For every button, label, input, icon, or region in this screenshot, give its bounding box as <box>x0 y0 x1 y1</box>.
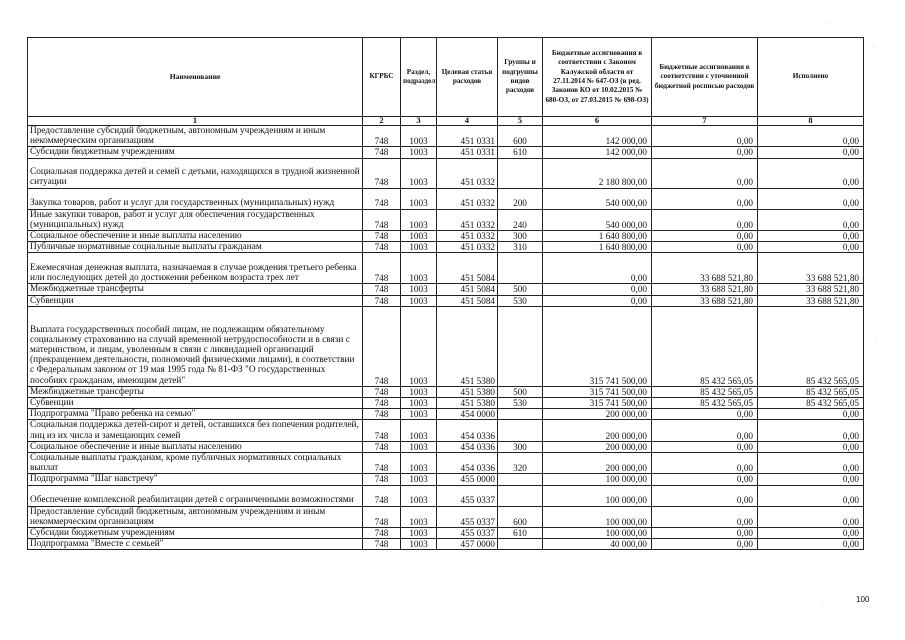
row-name: Социальная поддержка детей и семей с детьми, находящихся в трудной жизненной ситуации <box>28 158 363 188</box>
row-target: 454 0336 <box>437 453 498 474</box>
table-body <box>28 126 864 550</box>
row-executed: 0,00 <box>758 441 864 452</box>
row-budget: 200 000,00 <box>543 441 652 452</box>
row-budget: 100 000,00 <box>543 528 652 539</box>
row-group: 240 <box>498 209 543 230</box>
row-section: 1003 <box>401 284 437 295</box>
row-section: 1003 <box>401 253 437 284</box>
row-section: 1003 <box>401 528 437 539</box>
row-executed: 0,00 <box>758 506 864 527</box>
column-number-row <box>28 117 864 126</box>
header-target: Целевая статья расходов <box>437 38 498 117</box>
row-name: Выплата государственных пособий лицам, не подлежащим обязательному социальному страхованию на случай временной нетрудоспособности и в связи с материнством, и лицам, уволенным в связи с ликвидацией организаций (прекращением деятельности, полномочий физическими лицами), в соответствии с Федеральным законом от 19 мая 1995 года № 81-ФЗ "О государственных пособиях гражданам, имеющим детей" <box>28 306 363 386</box>
header-clarified: Бюджетные ассигнования в соответствии с уточненной бюджетной росписью расходов <box>652 38 758 117</box>
row-executed: 33 688 521,80 <box>758 284 864 295</box>
row-kgrbs: 748 <box>363 295 401 306</box>
row-name: Подпрограмма "Вместе с семьей" <box>28 539 363 550</box>
row-section: 1003 <box>401 147 437 158</box>
row-group: 320 <box>498 453 543 474</box>
row-name: Социальное обеспечение и иные выплаты населению <box>28 231 363 242</box>
row-budget: 0,00 <box>543 253 652 284</box>
row-target: 451 0332 <box>437 231 498 242</box>
row-clarified: 0,00 <box>652 158 758 188</box>
row-budget: 1 640 800,00 <box>543 231 652 242</box>
row-group <box>498 409 543 420</box>
row-target: 451 5084 <box>437 253 498 284</box>
row-budget: 540 000,00 <box>543 188 652 209</box>
scan-mark: ˈ <box>873 46 875 52</box>
row-clarified: 85 432 565,05 <box>652 398 758 409</box>
row-group: 300 <box>498 441 543 452</box>
row-section: 1003 <box>401 441 437 452</box>
row-executed: 0,00 <box>758 147 864 158</box>
column-number: 4 <box>437 117 498 126</box>
row-name: Ежемесячная денежная выплата, назначаемая в случае рождения третьего ребенка или последующих детей до достижения ребенком возраста трех лет <box>28 253 363 284</box>
row-clarified: 0,00 <box>652 528 758 539</box>
row-budget: 142 000,00 <box>543 126 652 147</box>
table-row <box>28 242 864 253</box>
row-kgrbs: 748 <box>363 386 401 397</box>
row-name: Публичные нормативные социальные выплаты гражданам <box>28 242 363 253</box>
row-kgrbs: 748 <box>363 231 401 242</box>
row-budget: 142 000,00 <box>543 147 652 158</box>
row-clarified: 0,00 <box>652 474 758 485</box>
row-name: Иные закупки товаров, работ и услуг для обеспечения государственных (муниципальных) нужд <box>28 209 363 230</box>
row-kgrbs: 748 <box>363 158 401 188</box>
table-row <box>28 528 864 539</box>
row-group <box>498 539 543 550</box>
row-executed: 0,00 <box>758 231 864 242</box>
row-name: Субсидии бюджетным учреждениям <box>28 147 363 158</box>
row-group: 310 <box>498 242 543 253</box>
row-clarified: 0,00 <box>652 420 758 441</box>
row-section: 1003 <box>401 474 437 485</box>
row-group <box>498 485 543 506</box>
row-name: Межбюджетные трансферты <box>28 284 363 295</box>
row-kgrbs: 748 <box>363 253 401 284</box>
row-section: 1003 <box>401 409 437 420</box>
row-name: Социальное обеспечение и иные выплаты населению <box>28 441 363 452</box>
budget-table <box>27 37 864 550</box>
row-budget: 200 000,00 <box>543 409 652 420</box>
row-target: 454 0336 <box>437 441 498 452</box>
row-clarified: 0,00 <box>652 147 758 158</box>
row-kgrbs: 748 <box>363 126 401 147</box>
row-executed: 0,00 <box>758 158 864 188</box>
row-budget: 0,00 <box>543 284 652 295</box>
row-clarified: 0,00 <box>652 409 758 420</box>
column-number: 3 <box>401 117 437 126</box>
row-target: 451 0332 <box>437 158 498 188</box>
row-section: 1003 <box>401 209 437 230</box>
row-group <box>498 253 543 284</box>
row-kgrbs: 748 <box>363 188 401 209</box>
row-executed: 0,00 <box>758 474 864 485</box>
row-name: Социальная поддержка детей-сирот и детей, оставшихся без попечения родителей, лиц из их числа и замещающих семей <box>28 420 363 441</box>
row-clarified: 33 688 521,80 <box>652 253 758 284</box>
row-target: 455 0000 <box>437 474 498 485</box>
row-group: 500 <box>498 284 543 295</box>
table-row <box>28 209 864 230</box>
row-budget: 315 741 500,00 <box>543 306 652 386</box>
row-executed: 33 688 521,80 <box>758 295 864 306</box>
row-clarified: 0,00 <box>652 242 758 253</box>
row-kgrbs: 748 <box>363 420 401 441</box>
table-row <box>28 295 864 306</box>
row-target: 451 0331 <box>437 126 498 147</box>
row-group: 500 <box>498 386 543 397</box>
row-kgrbs: 748 <box>363 398 401 409</box>
row-group <box>498 306 543 386</box>
row-kgrbs: 748 <box>363 284 401 295</box>
row-group: 610 <box>498 528 543 539</box>
row-executed: 0,00 <box>758 485 864 506</box>
scan-mark: ˌ <box>822 598 824 604</box>
row-target: 451 0332 <box>437 209 498 230</box>
row-clarified: 33 688 521,80 <box>652 295 758 306</box>
row-kgrbs: 748 <box>363 528 401 539</box>
row-section: 1003 <box>401 188 437 209</box>
row-clarified: 0,00 <box>652 209 758 230</box>
table-row <box>28 409 864 420</box>
row-budget: 315 741 500,00 <box>543 386 652 397</box>
row-target: 451 0332 <box>437 242 498 253</box>
row-section: 1003 <box>401 306 437 386</box>
row-clarified: 33 688 521,80 <box>652 284 758 295</box>
row-clarified: 0,00 <box>652 453 758 474</box>
row-section: 1003 <box>401 485 437 506</box>
table-row <box>28 158 864 188</box>
row-name: Закупка товаров, работ и услуг для государственных (муниципальных) нужд <box>28 188 363 209</box>
row-section: 1003 <box>401 295 437 306</box>
row-kgrbs: 748 <box>363 209 401 230</box>
row-group <box>498 158 543 188</box>
row-name: Подпрограмма "Право ребенка на семью" <box>28 409 363 420</box>
table-row <box>28 253 864 284</box>
header-section: Раздел, подраздел <box>401 38 437 117</box>
row-budget: 0,00 <box>543 295 652 306</box>
row-executed: 0,00 <box>758 126 864 147</box>
row-budget: 100 000,00 <box>543 474 652 485</box>
row-target: 457 0000 <box>437 539 498 550</box>
row-executed: 0,00 <box>758 242 864 253</box>
row-budget: 315 741 500,00 <box>543 398 652 409</box>
row-name: Обеспечение комплексной реабилитации детей с ограниченными возможностями <box>28 485 363 506</box>
row-clarified: 0,00 <box>652 231 758 242</box>
row-target: 451 5380 <box>437 386 498 397</box>
row-group <box>498 420 543 441</box>
row-target: 455 0337 <box>437 528 498 539</box>
row-section: 1003 <box>401 398 437 409</box>
column-number: 1 <box>28 117 363 126</box>
row-executed: 33 688 521,80 <box>758 253 864 284</box>
table-row <box>28 231 864 242</box>
row-group <box>498 474 543 485</box>
row-group: 600 <box>498 126 543 147</box>
row-section: 1003 <box>401 453 437 474</box>
row-name: Межбюджетные трансферты <box>28 386 363 397</box>
row-target: 451 5380 <box>437 306 498 386</box>
row-budget: 200 000,00 <box>543 420 652 441</box>
row-executed: 85 432 565,05 <box>758 398 864 409</box>
row-target: 455 0337 <box>437 485 498 506</box>
row-kgrbs: 748 <box>363 485 401 506</box>
row-clarified: 0,00 <box>652 539 758 550</box>
row-name: Подпрограмма "Шаг навстречу" <box>28 474 363 485</box>
row-clarified: 0,00 <box>652 485 758 506</box>
row-section: 1003 <box>401 242 437 253</box>
row-group: 200 <box>498 188 543 209</box>
column-number: 8 <box>758 117 864 126</box>
row-clarified: 0,00 <box>652 188 758 209</box>
row-executed: 0,00 <box>758 453 864 474</box>
table-row <box>28 420 864 441</box>
row-clarified: 0,00 <box>652 441 758 452</box>
row-executed: 85 432 565,05 <box>758 306 864 386</box>
table-row <box>28 386 864 397</box>
header-name: Наименование <box>28 38 363 117</box>
row-budget: 2 180 800,00 <box>543 158 652 188</box>
table-row <box>28 126 864 147</box>
row-section: 1003 <box>401 231 437 242</box>
scan-mark: ˈ <box>875 338 877 344</box>
row-target: 451 5084 <box>437 295 498 306</box>
row-target: 455 0337 <box>437 506 498 527</box>
row-kgrbs: 748 <box>363 474 401 485</box>
header-groups: Группы и подгруппы видов расходов <box>498 38 543 117</box>
row-section: 1003 <box>401 420 437 441</box>
row-section: 1003 <box>401 386 437 397</box>
table-row <box>28 506 864 527</box>
row-clarified: 0,00 <box>652 126 758 147</box>
column-number: 7 <box>652 117 758 126</box>
table-row <box>28 485 864 506</box>
row-budget: 200 000,00 <box>543 453 652 474</box>
row-kgrbs: 748 <box>363 453 401 474</box>
row-group: 300 <box>498 231 543 242</box>
row-executed: 0,00 <box>758 409 864 420</box>
table-row <box>28 398 864 409</box>
row-name: Предоставление субсидий бюджетным, автономным учреждениям и иным некоммерческим организациям <box>28 506 363 527</box>
row-target: 454 0336 <box>437 420 498 441</box>
row-group: 530 <box>498 295 543 306</box>
header-executed: Исполнено <box>758 38 864 117</box>
row-group: 610 <box>498 147 543 158</box>
column-number: 5 <box>498 117 543 126</box>
row-kgrbs: 748 <box>363 539 401 550</box>
row-budget: 40 000,00 <box>543 539 652 550</box>
row-kgrbs: 748 <box>363 409 401 420</box>
row-clarified: 85 432 565,05 <box>652 306 758 386</box>
table-row <box>28 188 864 209</box>
row-budget: 100 000,00 <box>543 506 652 527</box>
header-kgrbs: КГРБС <box>363 38 401 117</box>
row-kgrbs: 748 <box>363 147 401 158</box>
table-row <box>28 441 864 452</box>
row-name: Предоставление субсидий бюджетным, автономным учреждениям и иным некоммерческим организациям <box>28 126 363 147</box>
table-row <box>28 453 864 474</box>
row-section: 1003 <box>401 539 437 550</box>
row-executed: 0,00 <box>758 188 864 209</box>
row-target: 454 0000 <box>437 409 498 420</box>
header-budget: Бюджетные ассигнования в соответствии с Законом Калужской области от 27.11.2014 № 647-ОЗ (в ред. Законов КО от 10.02.2015 № 680-ОЗ, от 27.03.2015 № 698-ОЗ) <box>543 38 652 117</box>
row-name: Субвенции <box>28 398 363 409</box>
row-clarified: 0,00 <box>652 506 758 527</box>
row-clarified: 85 432 565,05 <box>652 386 758 397</box>
row-name: Субвенции <box>28 295 363 306</box>
row-section: 1003 <box>401 126 437 147</box>
row-kgrbs: 748 <box>363 506 401 527</box>
column-number: 2 <box>363 117 401 126</box>
table-row <box>28 539 864 550</box>
page-number: 100 <box>856 595 870 604</box>
table-row <box>28 306 864 386</box>
row-kgrbs: 748 <box>363 441 401 452</box>
row-section: 1003 <box>401 158 437 188</box>
table-row <box>28 284 864 295</box>
table-row <box>28 147 864 158</box>
row-kgrbs: 748 <box>363 242 401 253</box>
row-budget: 1 640 800,00 <box>543 242 652 253</box>
row-budget: 100 000,00 <box>543 485 652 506</box>
row-section: 1003 <box>401 506 437 527</box>
scan-mark: ˌ <box>828 18 830 24</box>
row-kgrbs: 748 <box>363 306 401 386</box>
column-number: 6 <box>543 117 652 126</box>
row-executed: 85 432 565,05 <box>758 386 864 397</box>
row-executed: 0,00 <box>758 209 864 230</box>
table-row <box>28 474 864 485</box>
row-name: Субсидии бюджетным учреждениям <box>28 528 363 539</box>
row-target: 451 5380 <box>437 398 498 409</box>
row-target: 451 5084 <box>437 284 498 295</box>
row-executed: 0,00 <box>758 420 864 441</box>
row-group: 530 <box>498 398 543 409</box>
header-row <box>28 38 864 117</box>
row-executed: 0,00 <box>758 528 864 539</box>
row-budget: 540 000,00 <box>543 209 652 230</box>
row-target: 451 0331 <box>437 147 498 158</box>
row-executed: 0,00 <box>758 539 864 550</box>
row-name: Социальные выплаты гражданам, кроме публичных нормативных социальных выплат <box>28 453 363 474</box>
row-target: 451 0332 <box>437 188 498 209</box>
row-group: 600 <box>498 506 543 527</box>
